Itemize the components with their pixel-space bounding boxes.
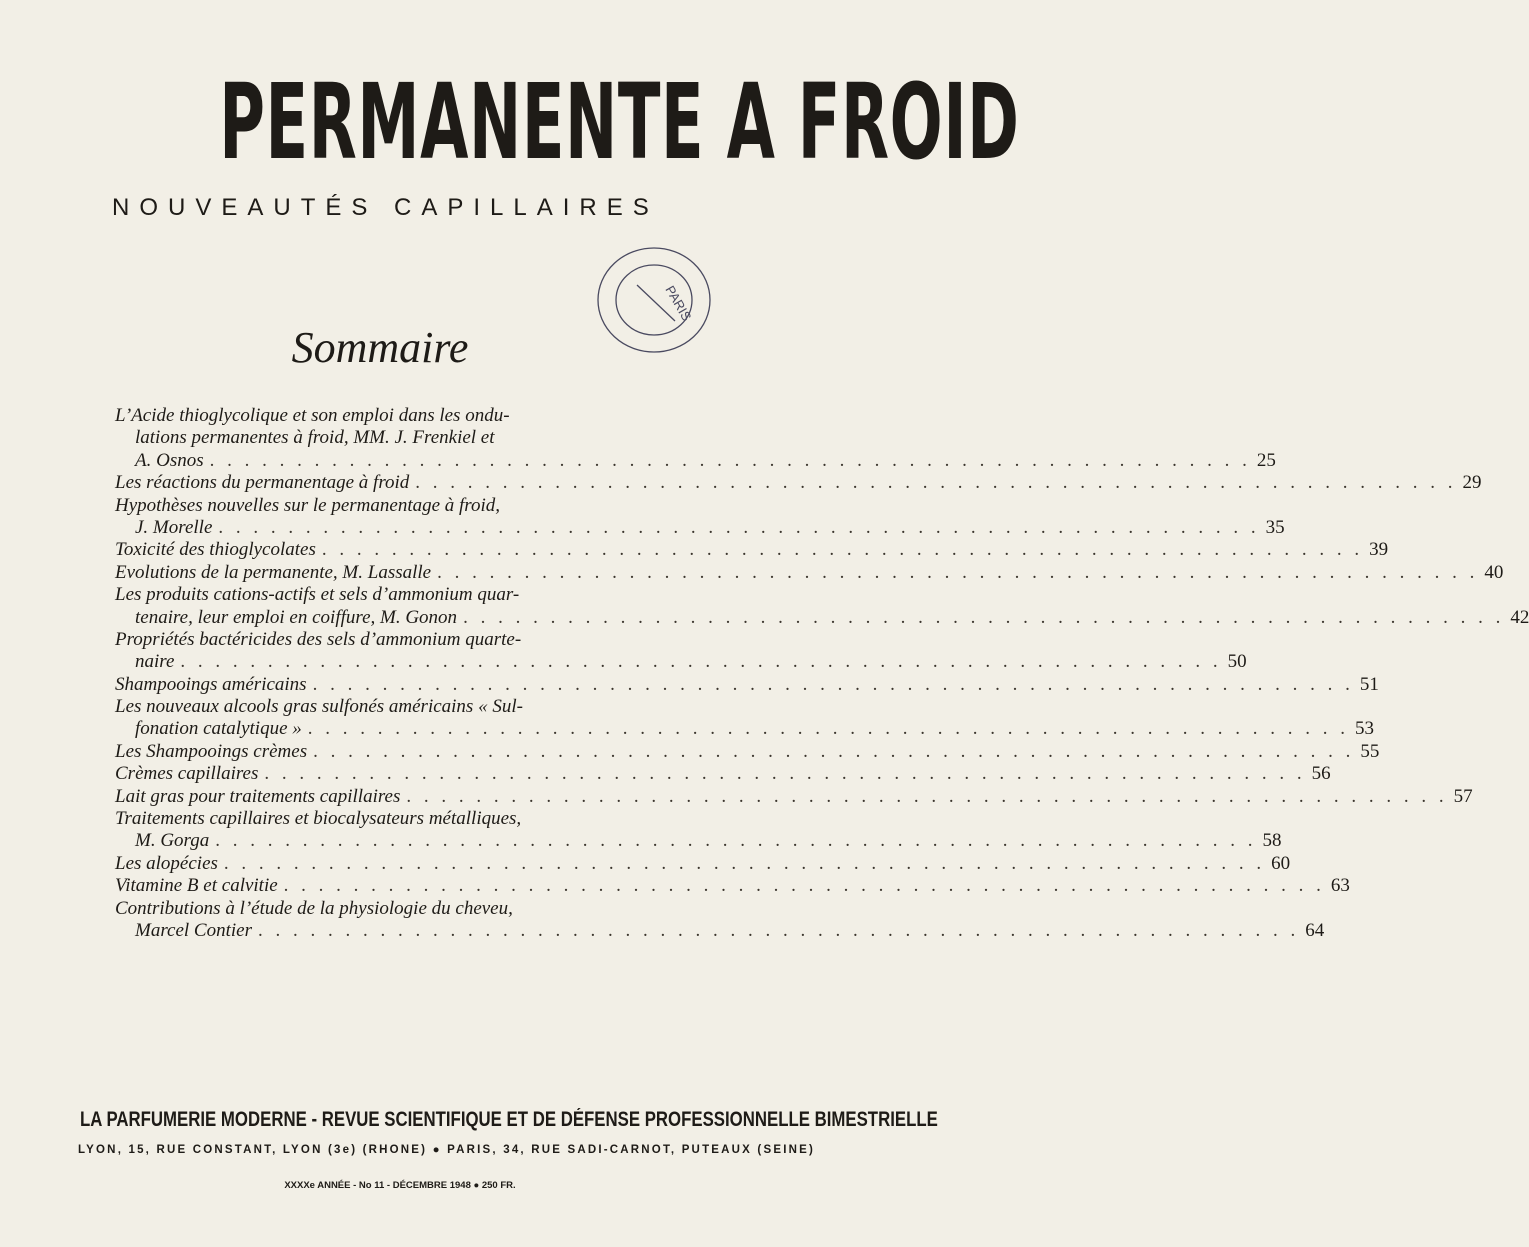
toc-entry-text: naire xyxy=(135,651,175,673)
toc-entry-text: lations permanentes à froid, MM. J. Frenkiel et xyxy=(135,427,495,449)
toc-entry-line xyxy=(115,852,1291,875)
toc-page-number: 51 xyxy=(1359,673,1379,695)
toc-entry-text: Les Shampooings crèmes xyxy=(115,740,308,762)
toc-entry-line xyxy=(115,584,655,606)
toc-leader-dots xyxy=(218,517,1259,539)
toc-leader-dots xyxy=(284,875,1325,897)
toc-entry-line xyxy=(115,808,655,830)
toc-entry-line xyxy=(115,875,1350,897)
toc-entry-line xyxy=(115,405,655,427)
toc-entry xyxy=(115,494,1285,540)
toc-entry xyxy=(115,763,1331,785)
toc-page-number: 29 xyxy=(1462,472,1482,494)
toc-entry-text: Lait gras pour traitements capillaires xyxy=(115,785,401,807)
toc-entry xyxy=(115,539,1389,561)
toc-entry-line xyxy=(115,495,655,517)
journal-address: LYON, 15, RUE CONSTANT, LYON (3e) (RHONE) ● PARIS, 34, RUE SADI-CARNOT, PUTEAUX (SEINE) xyxy=(78,1144,816,1156)
toc-entry-line xyxy=(115,629,655,651)
toc-entry xyxy=(115,561,1504,584)
toc-page-number: 60 xyxy=(1271,852,1291,874)
toc-entry-text: Contributions à l’étude de la physiologie du cheveu, xyxy=(115,897,513,919)
toc-entry-text: Hypothèses nouvelles sur le permanentage à froid, xyxy=(115,494,501,516)
toc-entry-line xyxy=(115,427,655,449)
toc-entry-text: Marcel Contier xyxy=(135,919,252,941)
toc-entry-line xyxy=(115,763,1331,785)
toc-entry-text: J. Morelle xyxy=(135,516,213,538)
page-subtitle: NOUVEAUTÉS CAPILLAIRES xyxy=(112,194,659,221)
toc-entry-line xyxy=(115,785,1473,808)
toc-page-number: 35 xyxy=(1265,516,1285,538)
toc-entry-text: L’Acide thioglycolique et son emploi dans les ondu- xyxy=(115,405,510,426)
toc-entry-text: tenaire, leur emploi en coiffure, M. Gonon xyxy=(135,606,458,628)
toc-entry-text: Shampooings américains xyxy=(115,673,307,695)
toc-page-number: 63 xyxy=(1330,875,1350,897)
toc-leader-dots xyxy=(224,853,1265,875)
toc-page-number: 39 xyxy=(1369,539,1389,561)
toc-entry-line xyxy=(115,898,655,920)
toc-page-number: 64 xyxy=(1305,919,1325,941)
toc-entry-text: Crèmes capillaires xyxy=(115,763,259,785)
toc-leader-dots xyxy=(415,472,1456,494)
toc-entry-text: Les nouveaux alcools gras sulfonés américains « Sul- xyxy=(115,696,523,718)
contents-heading: Sommaire xyxy=(291,323,469,372)
toc-entry-line xyxy=(115,740,1380,763)
toc-entry xyxy=(115,897,1325,943)
toc-entry-text: Les réactions du permanentage à froid xyxy=(115,472,410,494)
toc-entry xyxy=(115,472,1482,494)
toc-page-number: 57 xyxy=(1453,785,1473,807)
issue-info: XXXXe ANNÉE - No 11 - DÉCEMBRE 1948 ● 250 FR. xyxy=(284,1180,516,1191)
journal-name: LA PARFUMERIE MODERNE - REVUE SCIENTIFIQUE ET DE DÉFENSE PROFESSIONNELLE BIMESTRIELLE xyxy=(80,1108,938,1131)
toc-entry-text: M. Gorga xyxy=(135,830,210,852)
toc-entry-line xyxy=(115,651,1247,673)
toc-entry xyxy=(115,696,1375,741)
toc-entry-text: Les produits cations-actifs et sels d’ammonium quar- xyxy=(115,584,520,606)
toc-entry xyxy=(115,740,1380,763)
toc-entry xyxy=(115,405,1276,472)
toc-leader-dots xyxy=(322,539,1363,561)
toc-leader-dots xyxy=(258,920,1299,942)
toc-leader-dots xyxy=(210,450,1251,472)
toc-entry xyxy=(115,785,1473,808)
toc-entry-line xyxy=(115,449,1276,472)
toc-entry-text: Propriétés bactéricides des sels d’ammonium quarte- xyxy=(115,628,522,650)
toc-entry-text: Traitements capillaires et biocalysateurs métalliques, xyxy=(115,808,522,830)
toc-leader-dots xyxy=(264,763,1305,785)
toc-page-number: 58 xyxy=(1262,830,1282,852)
toc-page-number: 53 xyxy=(1355,718,1375,740)
page-title: PERMANENTE A FROID xyxy=(219,61,1020,183)
toc-entry-line xyxy=(115,696,655,718)
toc-entry xyxy=(115,808,1282,853)
toc-entry-text: Evolutions de la permanente, M. Lassalle xyxy=(115,561,432,583)
toc-entry xyxy=(115,584,1529,629)
toc-leader-dots xyxy=(406,786,1447,808)
toc-entry xyxy=(115,875,1350,897)
toc-page-number: 55 xyxy=(1360,740,1380,762)
toc-entry-line xyxy=(115,516,1285,539)
toc-leader-dots xyxy=(313,674,1354,696)
toc-page-number: 42 xyxy=(1510,606,1529,628)
toc-leader-dots xyxy=(215,830,1256,852)
toc-entry-text: A. Osnos xyxy=(135,449,204,471)
toc-entry-line xyxy=(115,472,1482,494)
toc-entry-line xyxy=(115,830,1282,852)
toc-entry-text: Toxicité des thioglycolates xyxy=(115,539,316,561)
toc-leader-dots xyxy=(180,651,1221,673)
toc-page-number: 25 xyxy=(1256,449,1276,471)
toc-entry-text: fonation catalytique » xyxy=(135,718,302,740)
toc-entry-line xyxy=(115,718,1375,740)
toc-entry-line xyxy=(115,539,1389,561)
toc-entry xyxy=(115,852,1291,875)
toc-entry-line xyxy=(115,673,1379,696)
toc-page-number: 56 xyxy=(1311,763,1331,785)
toc-leader-dots xyxy=(437,562,1478,584)
toc-leader-dots xyxy=(463,607,1504,629)
toc-page-number: 40 xyxy=(1484,561,1504,583)
toc-leader-dots xyxy=(313,741,1354,763)
toc-entry-text: Vitamine B et calvitie xyxy=(115,875,278,897)
toc-leader-dots xyxy=(308,718,1349,740)
library-stamp xyxy=(595,245,713,355)
toc-entry-line xyxy=(115,919,1325,942)
stamp-center-text: PARIS xyxy=(662,283,695,324)
toc-entry-line xyxy=(115,606,1529,629)
toc-entry-text: Les alopécies xyxy=(115,852,218,874)
toc-entry xyxy=(115,628,1247,674)
toc-entry xyxy=(115,673,1379,696)
toc-entry-line xyxy=(115,561,1504,584)
toc-page-number: 50 xyxy=(1227,651,1247,673)
table-of-contents xyxy=(115,405,1529,942)
